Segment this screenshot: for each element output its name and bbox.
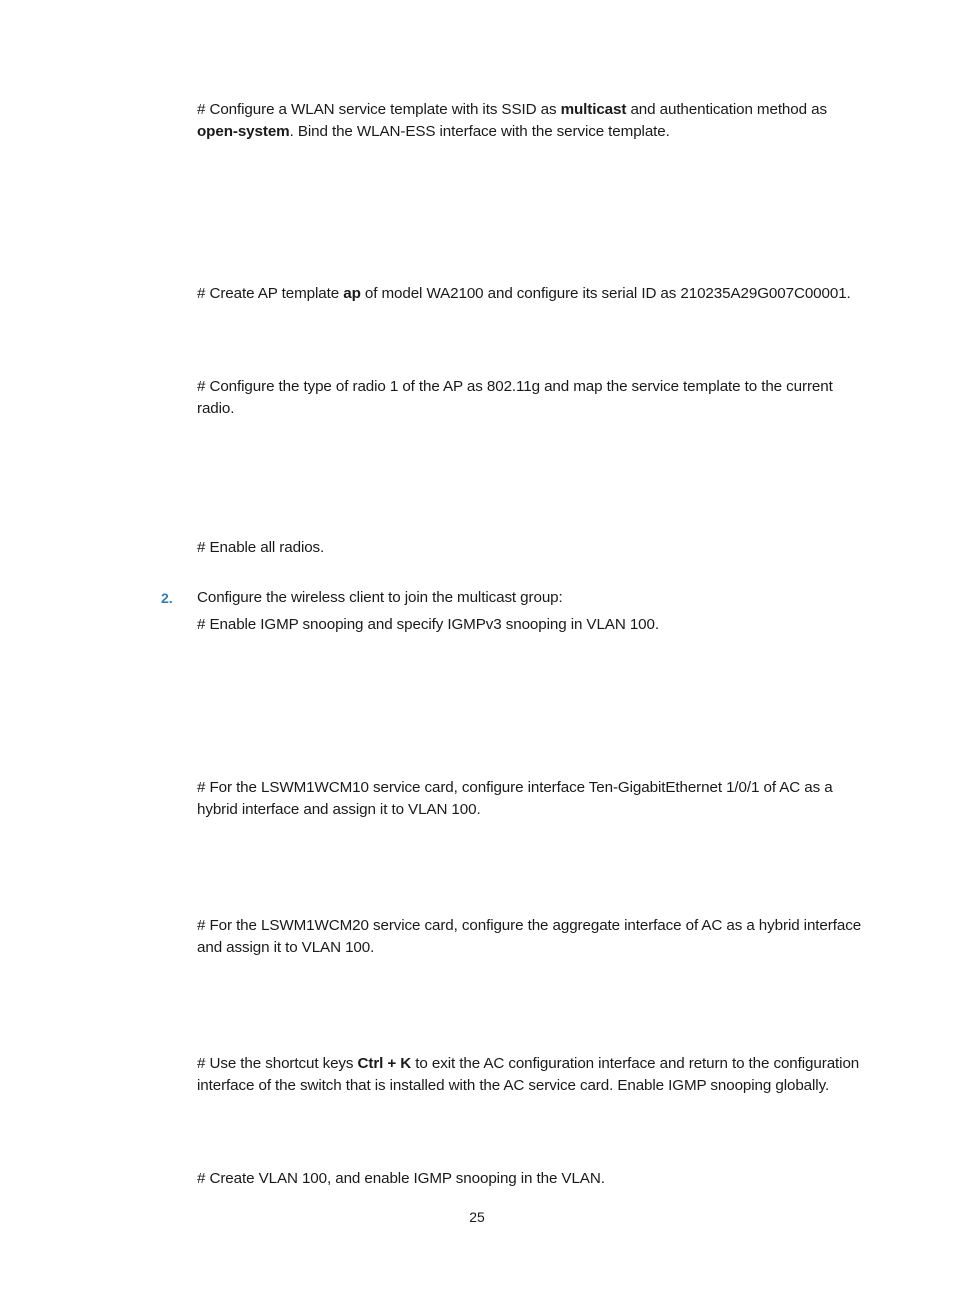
paragraph-ap-template [197, 283, 869, 305]
text: # For the LSWM1WCM20 service card, configure the aggregate interface of AC as a hybrid interface and assign it to VLAN 100. [197, 917, 862, 956]
page-number: 25 [469, 1209, 485, 1225]
paragraph-create-vlan [197, 1168, 869, 1190]
paragraph-radio-type [197, 376, 869, 419]
text: # Enable all radios. [197, 539, 325, 556]
paragraph-enable-radios [197, 537, 869, 559]
text: and authentication method as [626, 101, 827, 118]
text: of model WA2100 and configure its serial ID as 210235A29G007C00001. [360, 285, 851, 302]
text: . Bind the WLAN-ESS interface with the service template. [289, 122, 670, 140]
step-number: 2. [161, 590, 173, 606]
text: to exit the AC configuration interface and return to the configuration interface of the switch that is installed with the AC service card. Enable IGMP snooping globally. [197, 1055, 860, 1094]
text: # Enable IGMP snooping and specify IGMPv3 snooping in VLAN 100. [197, 616, 659, 633]
text: # Create AP template [197, 285, 344, 302]
bold-term-ap: ap [343, 285, 361, 302]
text: # Create VLAN 100, and enable IGMP snooping in the VLAN. [197, 1170, 605, 1187]
text: # Configure the type of radio 1 of the AP as 802.11g and map the service template to the current radio. [197, 378, 833, 417]
text: # Use the shortcut keys [197, 1055, 358, 1072]
text: Configure the wireless client to join the multicast group: [197, 589, 563, 606]
bold-term-ssid: multicast [560, 101, 627, 118]
paragraph-shortcut-keys [197, 1053, 869, 1096]
paragraph-service-template [197, 99, 869, 142]
text: # For the LSWM1WCM10 service card, configure interface Ten-GigabitEthernet 1/0/1 of AC as a hybrid interface and assign it to VLAN 100. [197, 779, 833, 818]
paragraph-wcm20 [197, 915, 869, 958]
paragraph-igmp-snooping [197, 614, 869, 636]
bold-term-auth: open-system [197, 122, 290, 140]
paragraph-wcm10 [197, 777, 869, 820]
step-heading [197, 587, 869, 609]
text: # Configure a WLAN service template with its SSID as [197, 101, 561, 118]
bold-term-shortcut: Ctrl + K [357, 1055, 412, 1072]
